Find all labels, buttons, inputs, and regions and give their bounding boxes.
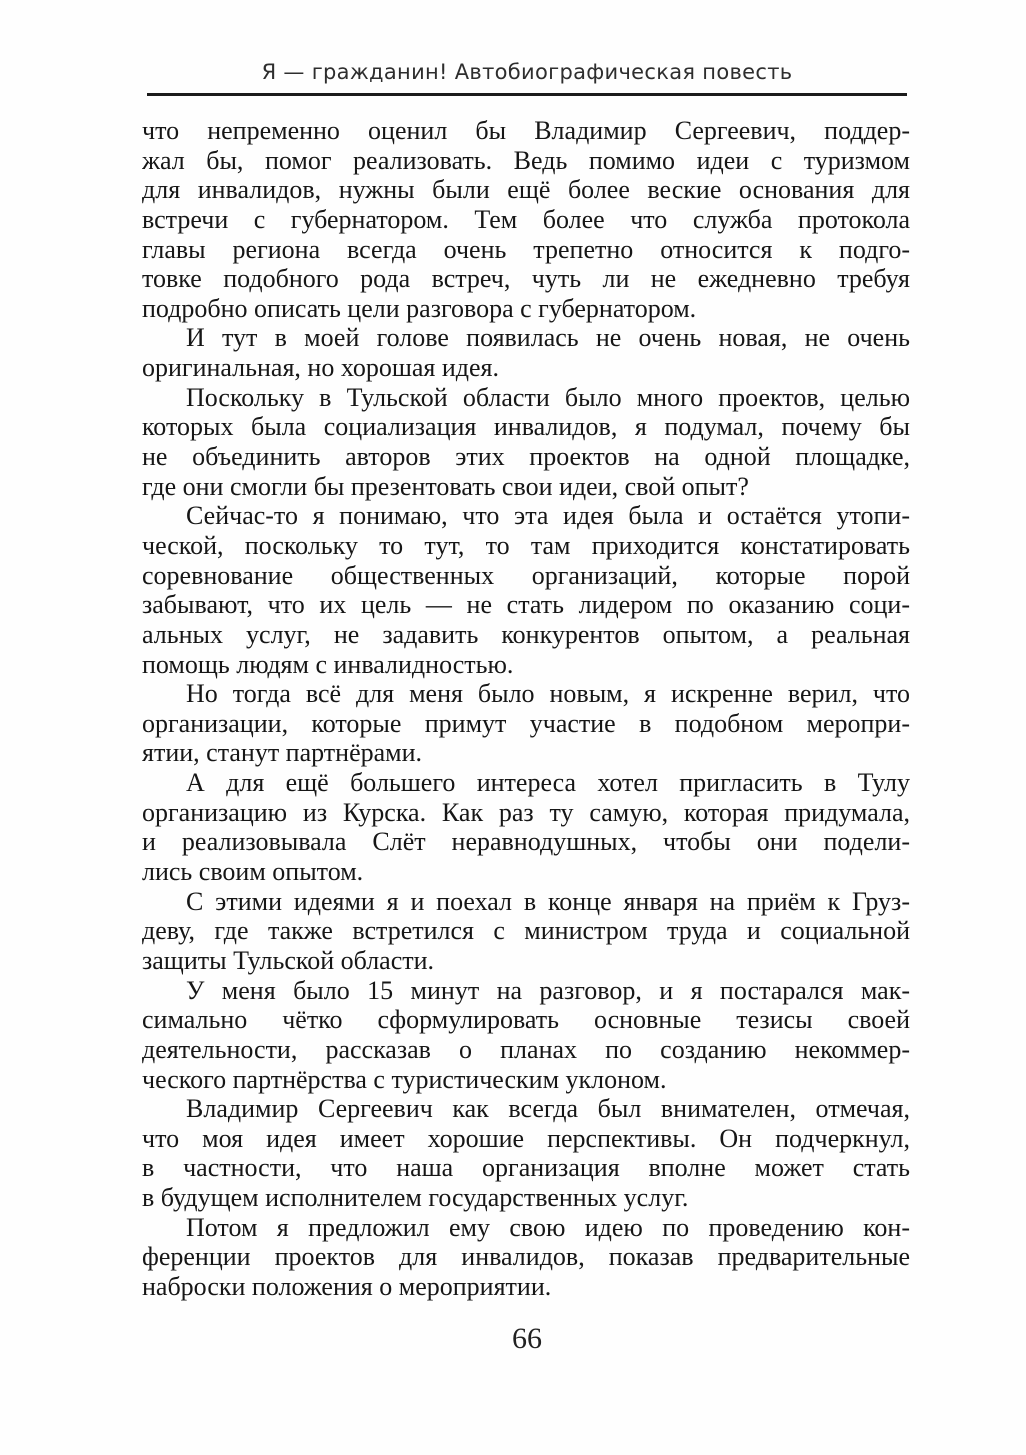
text-line: У меня было 15 минут на разговор, и я постарался мак- [186, 975, 910, 1005]
page-number: 66 [512, 1322, 542, 1355]
text-line: встречи с губернатором. Тем более что служба протокола [142, 204, 910, 234]
text-line: И тут в моей голове появилась не очень новая, не очень [186, 323, 910, 353]
text-line: соревнование общественных организаций, которые порой [142, 560, 910, 590]
text-line: оригинальная, но хорошая идея. [142, 353, 500, 383]
running-header-title: Я — гражданин! Автобиографическая повесть [261, 60, 793, 84]
text-line: организацию из Курска. Как раз ту самую, которая придумала, [142, 797, 910, 827]
text-line: помощь людям с инвалидностью. [142, 649, 514, 679]
text-line: для инвалидов, нужны были ещё более веские основания для [142, 175, 910, 205]
text-line: которых была социализация инвалидов, я подумал, почему бы [142, 412, 910, 442]
text-line: Но тогда всё для меня было новым, я искренне верил, что [186, 679, 910, 709]
text-line: товке подобного рода встреч, чуть ли не ежедневно требуя [142, 264, 910, 294]
text-line: альных услуг, не задавить конкурентов опытом, а реальная [142, 619, 910, 649]
body-text [142, 116, 910, 1302]
text-line: С этими идеями я и поехал в конце января на приём к Груз- [186, 886, 910, 916]
text-line: деятельности, рассказав о планах по созданию некоммер- [142, 1034, 910, 1064]
text-line: симально чётко сформулировать основные тезисы своей [142, 1005, 910, 1035]
text-line: что моя идея имеет хорошие перспективы. Он подчеркнул, [142, 1123, 910, 1153]
text-line: ятии, станут партнёрами. [142, 738, 423, 768]
text-line: главы региона всегда очень трепетно относится к подго- [142, 234, 910, 264]
text-line: ческого партнёрства с туристическим уклоном. [142, 1064, 667, 1094]
text-line: наброски положения о мероприятии. [142, 1271, 552, 1301]
text-line: не объединить авторов этих проектов на одной площадке, [142, 442, 910, 472]
text-line: А для ещё большего интереса хотел пригласить в Тулу [186, 768, 910, 798]
text-line: организации, которые примут участие в подобном меропри- [142, 708, 910, 738]
header-rule [147, 93, 907, 96]
text-line: Поскольку в Тульской области было много проектов, целью [186, 382, 910, 412]
text-line: деву, где также встретился с министром труда и социальной [142, 916, 910, 946]
text-line: где они смогли бы презентовать свои идеи, свой опыт? [142, 471, 749, 501]
text-line: ференции проектов для инвалидов, показав предварительные [142, 1242, 910, 1272]
text-line: в будущем исполнителем государственных услуг. [142, 1183, 689, 1213]
text-line: что непременно оценил бы Владимир Сергеевич, поддер- [142, 116, 910, 145]
text-line: Сейчас-то я понимаю, что эта идея была и остаётся утопи- [186, 501, 910, 531]
text-line: лись своим опытом. [142, 857, 364, 887]
text-line: забывают, что их цель — не стать лидером по оказанию соци- [142, 590, 910, 620]
text-line: ческой, поскольку то тут, то там приходится констатировать [142, 530, 910, 560]
text-line: и реализовывала Слёт неравнодушных, чтобы они подели- [142, 827, 910, 857]
text-line: Потом я предложил ему свою идею по проведению кон- [186, 1212, 910, 1242]
text-line: Владимир Сергеевич как всегда был внимателен, отмечая, [186, 1094, 910, 1124]
text-line: жал бы, помог реализовать. Ведь помимо идеи с туризмом [142, 145, 910, 175]
text-line: в частности, что наша организация вполне может стать [142, 1153, 910, 1183]
text-line: защиты Тульской области. [142, 945, 435, 975]
text-line: подробно описать цели разговора с губернатором. [142, 293, 697, 323]
